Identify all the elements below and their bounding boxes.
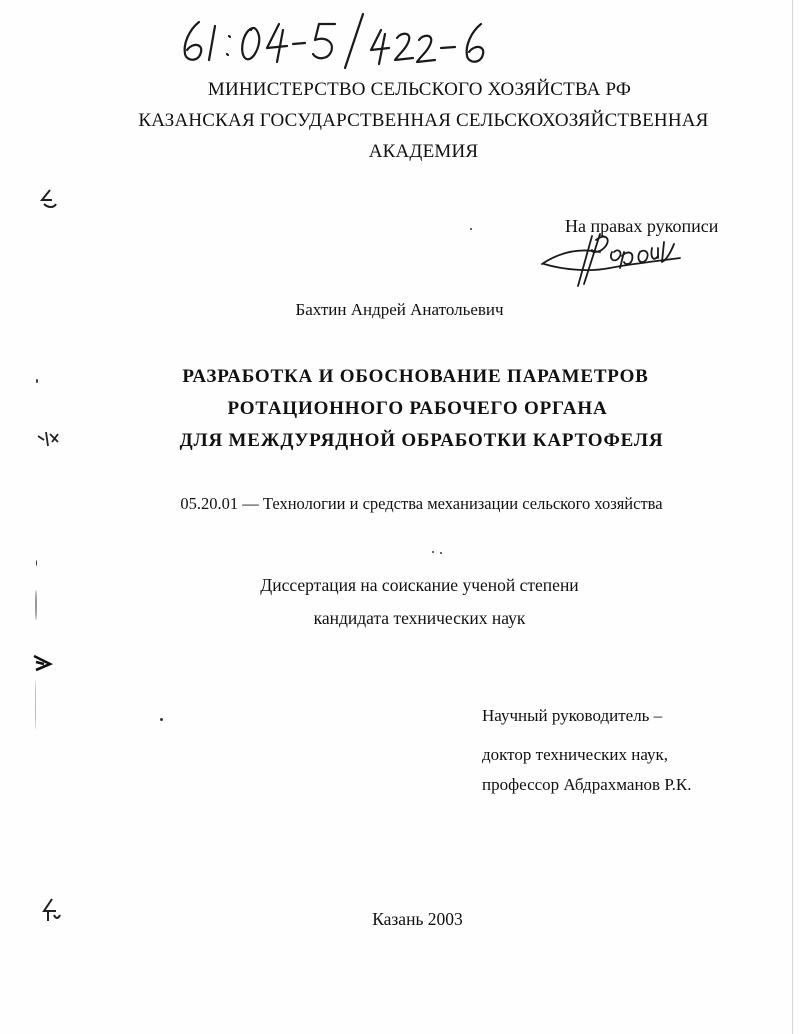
- supervisor-label: Научный руководитель –: [482, 706, 663, 725]
- ministry-name: МИНИСТЕРСТВО СЕЛЬСКОГО ХОЗЯЙСТВА РФ: [207, 79, 632, 100]
- margin-mark-3: [30, 650, 56, 678]
- title-line1: РАЗРАБОТКА И ОБОСНОВАНИЕ ПАРАМЕТРОВ: [182, 366, 649, 387]
- scan-speck: [36, 560, 37, 566]
- scan-speck: [35, 680, 36, 730]
- academy-name-line2: АКАДЕМИЯ: [368, 141, 479, 162]
- scan-speck: [440, 552, 442, 554]
- academy-name-line1: КАЗАНСКАЯ ГОСУДАРСТВЕННАЯ СЕЛЬСКОХОЗЯЙСТВЕННАЯ: [138, 110, 709, 131]
- supervisor-name: профессор Абдрахманов Р.К.: [482, 775, 692, 794]
- supervisor-degree: доктор технических наук,: [482, 745, 669, 764]
- dissertation-degree-line1: Диссертация на соискание ученой степени: [260, 575, 579, 595]
- dissertation-degree-line2: кандидата технических наук: [313, 608, 526, 628]
- scan-speck: [470, 228, 472, 230]
- scan-speck: [160, 718, 163, 721]
- rights-notice: На правах рукописи: [565, 216, 719, 236]
- handwritten-archive-number: [175, 8, 505, 74]
- author-signature: [540, 222, 690, 292]
- author-name: Бахтин Андрей Анатольевич: [295, 300, 504, 319]
- title-line3: ДЛЯ МЕЖДУРЯДНОЙ ОБРАБОТКИ КАРТОФЕЛЯ: [179, 430, 664, 451]
- title-line2: РОТАЦИОННОГО РАБОЧЕГО ОРГАНА: [227, 398, 608, 419]
- specialty-code: 05.20.01 — Технологии и средства механизации сельского хозяйства: [180, 494, 663, 513]
- margin-mark-1: [34, 186, 62, 216]
- scan-speck: [432, 551, 434, 553]
- city-year: Казань 2003: [372, 909, 463, 929]
